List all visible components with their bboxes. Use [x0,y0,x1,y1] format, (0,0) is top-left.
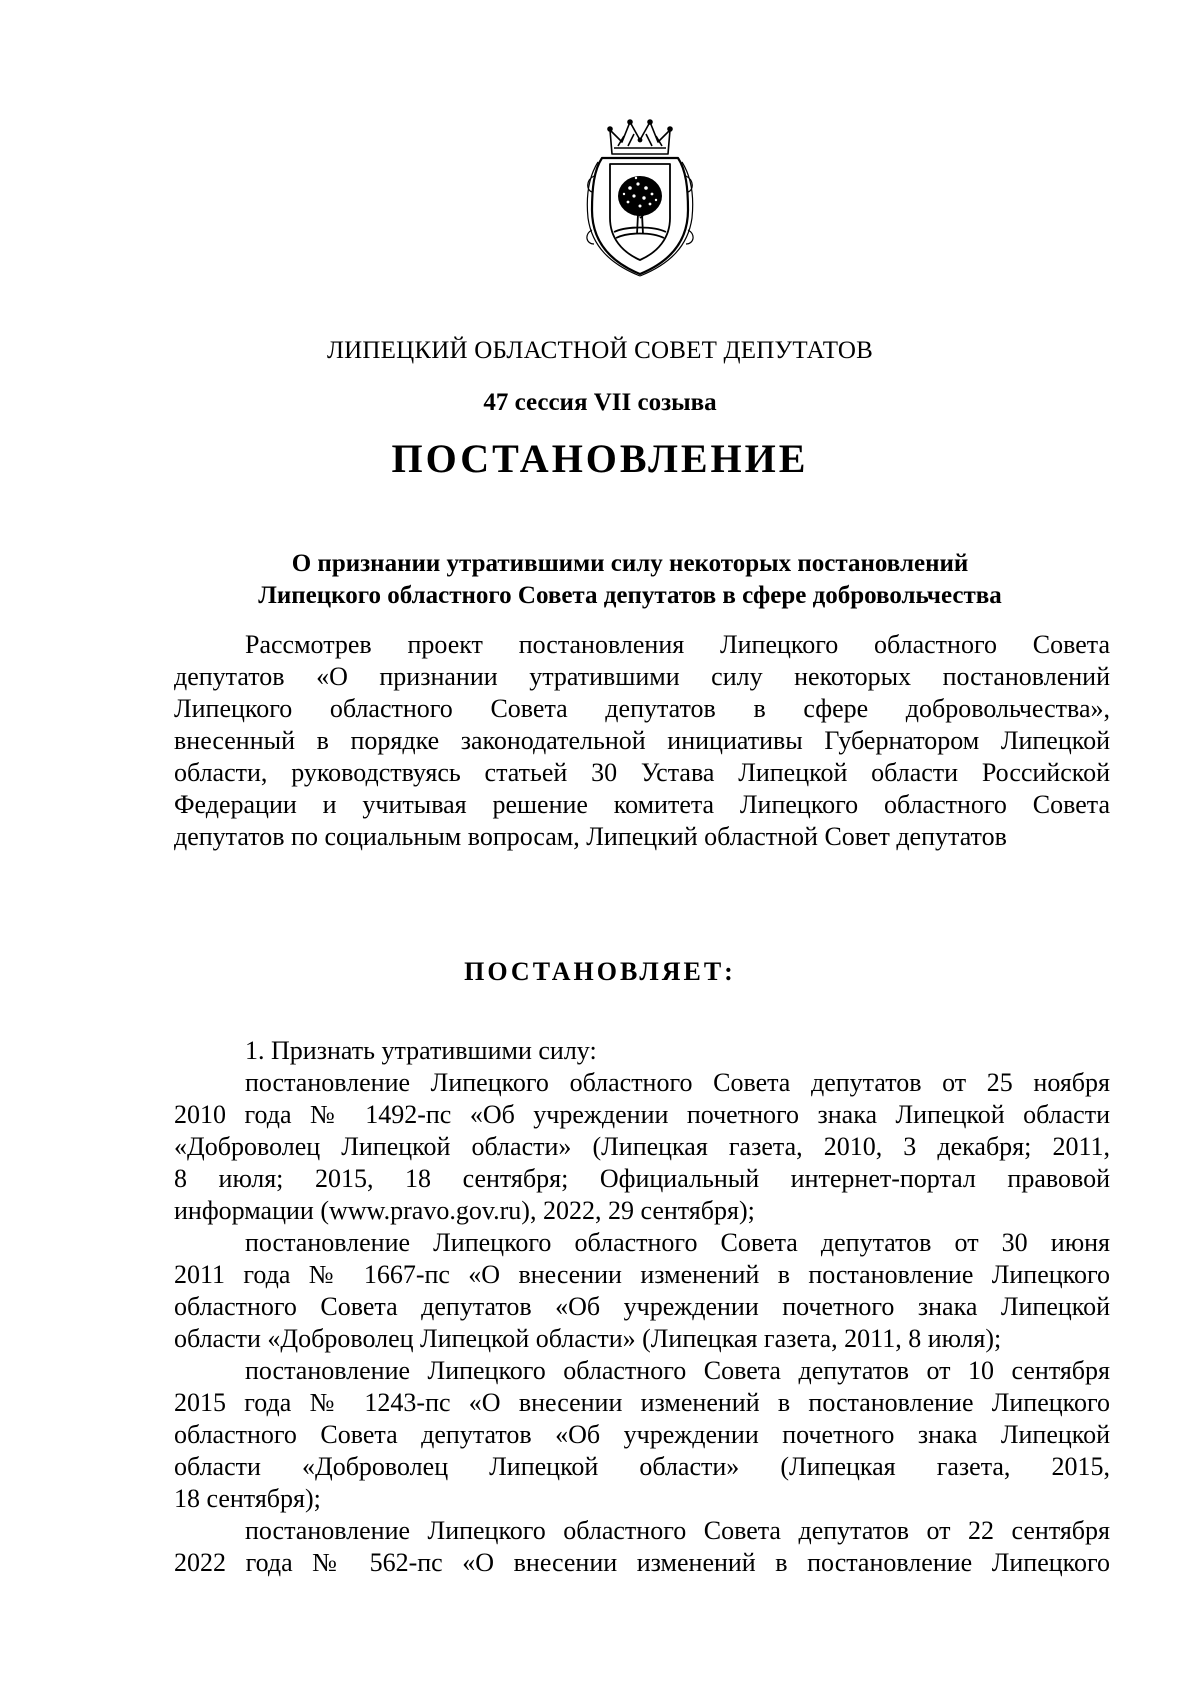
preamble-line: Федерации и учитывая решение комитета Липецкого областного Совета [174,790,1110,819]
document-type-heading: ПОСТАНОВЛЕНИЕ [391,436,809,481]
preamble-line: депутатов по социальным вопросам, Липецкий областной Совет депутатов [174,822,1007,851]
act-line: области «Доброволец Липецкой области» (Липецкая газета, 2011, 8 июля); [174,1324,1002,1353]
act-line: областного Совета депутатов «Об учреждении почетного знака Липецкой [174,1292,1110,1321]
act-line: постановление Липецкого областного Совета депутатов от 30 июня [245,1228,1110,1257]
document-title-line: Липецкого областного Совета депутатов в сфере добровольчества [258,582,1002,609]
act-line: 2015 года № 1243-пс «О внесении изменений в постановление Липецкого [174,1388,1110,1417]
document-title [160,548,1100,612]
act-line: информации (www.pravo.gov.ru), 2022, 29 сентября); [174,1196,755,1225]
preamble-line: области, руководствуясь статьей 30 Устава Липецкой области Российской [174,758,1110,787]
coat-of-arms-icon [584,118,696,278]
preamble-line: депутатов «О признании утратившими силу некоторых постановлений [174,662,1110,691]
act-line: «Доброволец Липецкой области» (Липецкая газета, 2010, 3 декабря; 2011, [174,1132,1110,1161]
act-line: 2022 года № 562-пс «О внесении изменений в постановление Липецкого [174,1548,1110,1577]
preamble-line: Липецкого областного Совета депутатов в сфере добровольчества», [174,694,1110,723]
preamble-line: внесенный в порядке законодательной инициативы Губернатором Липецкой [174,726,1110,755]
act-line: области «Доброволец Липецкой области» (Липецкая газета, 2015, [174,1452,1110,1481]
act-line: 18 сентября); [174,1484,321,1513]
resolves-heading: ПОСТАНОВЛЯЕТ: [464,957,736,986]
item-heading: 1. Признать утратившими силу: [245,1036,597,1065]
act-line: 2010 года № 1492-пс «Об учреждении почетного знака Липецкой области [174,1100,1110,1129]
council-name: ЛИПЕЦКИЙ ОБЛАСТНОЙ СОВЕТ ДЕПУТАТОВ [327,337,873,364]
act-line: постановление Липецкого областного Совета депутатов от 10 сентября [245,1356,1110,1385]
act-line: постановление Липецкого областного Совета депутатов от 25 ноября [245,1068,1110,1097]
act-line: 2011 года № 1667-пс «О внесении изменений в постановление Липецкого [174,1260,1110,1289]
act-line: областного Совета депутатов «Об учреждении почетного знака Липецкой [174,1420,1110,1449]
act-line: постановление Липецкого областного Совета депутатов от 22 сентября [245,1516,1110,1545]
document-title-line: О признании утратившими силу некоторых постановлений [291,550,969,577]
session-label: 47 сессия VII созыва [483,389,717,416]
act-line: 8 июля; 2015, 18 сентября; Официальный интернет-портал правовой [174,1164,1110,1193]
preamble-line: Рассмотрев проект постановления Липецкого областного Совета [245,630,1110,659]
